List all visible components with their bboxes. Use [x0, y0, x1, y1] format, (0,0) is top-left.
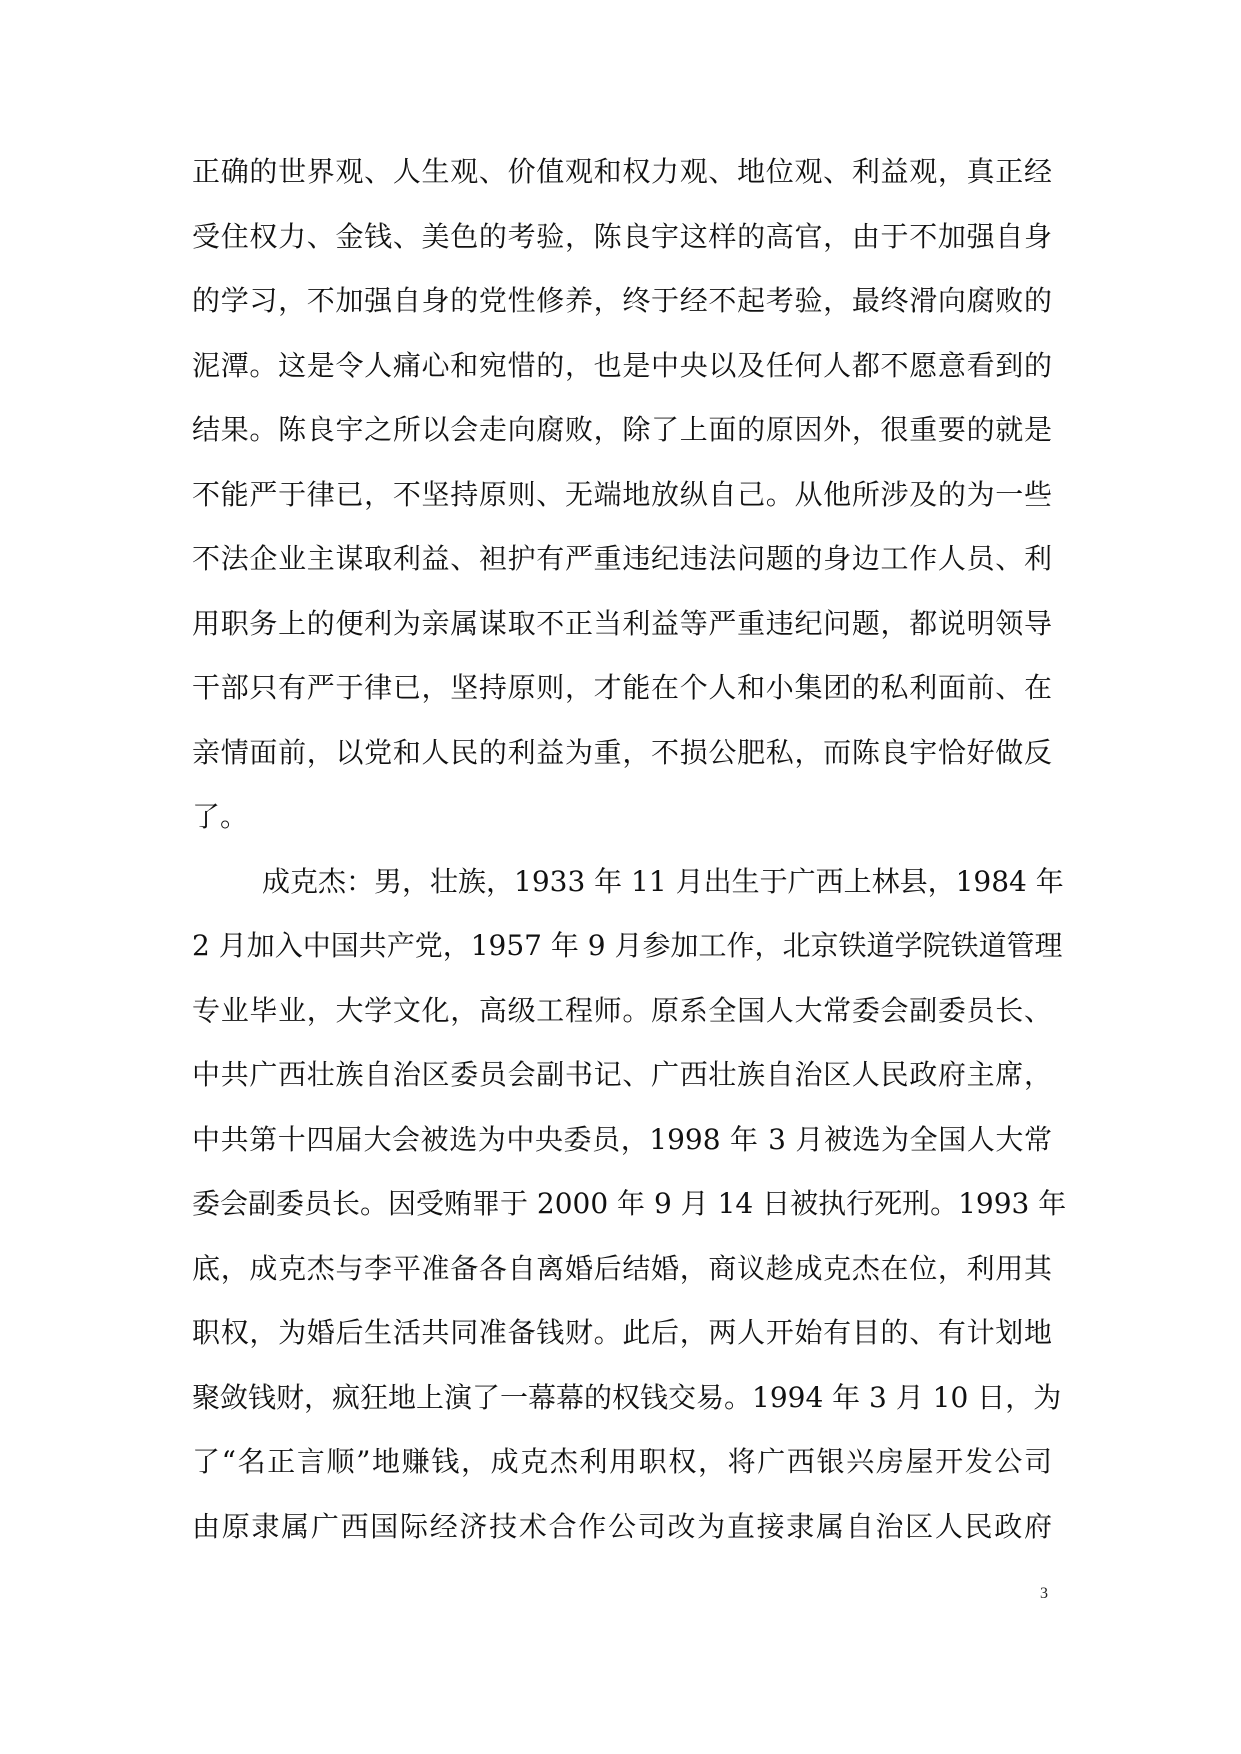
text-line: 不能严于律已，不坚持原则、无端地放纵自己。从他所涉及的为一些	[192, 477, 1052, 511]
text-line: 中共广西壮族自治区委员会副书记、广西壮族自治区人民政府主席，	[192, 1058, 1052, 1091]
text-line: 受住权力、金钱、美色的考验，陈良宇这样的高官，由于不加强自身	[192, 219, 1052, 253]
page-number: 3	[1040, 1585, 1048, 1602]
text-line: 中共第十四届大会被选为中央委员，1998 年 3 月被选为全国人大常	[192, 1122, 1052, 1156]
text-line: 亲情面前，以党和人民的利益为重，不损公肥私，而陈良宇恰好做反	[192, 735, 1052, 769]
text-line: 用职务上的便利为亲属谋取不正当利益等严重违纪问题，都说明领导	[192, 606, 1052, 640]
text-line: 职权，为婚后生活共同准备钱财。此后，两人开始有目的、有计划地	[192, 1316, 1052, 1349]
text-line: 了。	[192, 800, 249, 833]
text-line: 正确的世界观、人生观、价值观和权力观、地位观、利益观，真正经	[192, 155, 1052, 188]
text-line: 聚敛钱财，疯狂地上演了一幕幕的权钱交易。1994 年 3 月 10 日，为	[192, 1380, 1062, 1414]
text-line: 了“名正言顺”地赚钱，成克杰利用职权，将广西银兴房屋开发公司	[192, 1445, 1052, 1478]
text-line: 由原隶属广西国际经济技术合作公司改为直接隶属自治区人民政府	[192, 1509, 1052, 1543]
paragraph-start-line: 成克杰：男，壮族，1933 年 11 月出生于广西上林县，1984 年	[262, 864, 1064, 898]
text-line: 底，成克杰与李平准备各自离婚后结婚，商议趁成克杰在位，利用其	[192, 1251, 1052, 1285]
text-line: 结果。陈良宇之所以会走向腐败，除了上面的原因外，很重要的就是	[192, 413, 1052, 446]
text-line: 专业毕业，大学文化，高级工程师。原系全国人大常委会副委员长、	[192, 993, 1052, 1027]
text-line: 2 月加入中国共产党，1957 年 9 月参加工作，北京铁道学院铁道管理	[192, 929, 1063, 962]
text-line: 干部只有严于律已，坚持原则，才能在个人和小集团的私利面前、在	[192, 671, 1052, 704]
text-line: 的学习，不加强自身的党性修养，终于经不起考验，最终滑向腐败的	[192, 284, 1052, 317]
body-text	[192, 140, 1067, 1559]
text-line: 委会副委员长。因受贿罪于 2000 年 9 月 14 日被执行死刑。1993 年	[192, 1187, 1067, 1220]
text-line: 泥潭。这是令人痛心和宛惜的，也是中央以及任何人都不愿意看到的	[192, 348, 1052, 382]
text-line: 不法企业主谋取利益、袒护有严重违纪违法问题的身边工作人员、利	[192, 542, 1052, 575]
